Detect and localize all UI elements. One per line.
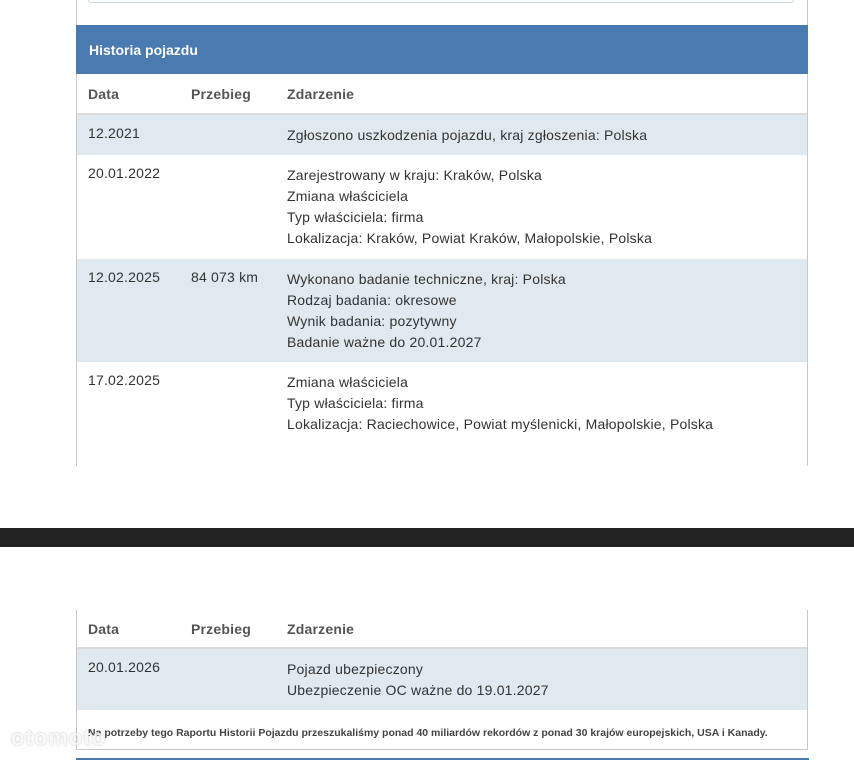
table-header-row <box>77 610 807 649</box>
event-line: Pojazd ubezpieczony <box>287 661 424 677</box>
row-events <box>287 372 713 435</box>
event-line: Zmiana właściciela <box>287 374 409 390</box>
event-line: Wykonano badanie techniczne, kraj: Polska <box>287 271 566 287</box>
event-line: Wynik badania: pozytywny <box>287 313 457 329</box>
row-date: 20.01.2026 <box>88 659 161 675</box>
event-line: Rodzaj badania: okresowe <box>287 292 457 308</box>
section-title: Historia pojazdu <box>89 42 198 58</box>
table-header-row <box>77 74 807 115</box>
row-date: 12.2021 <box>88 125 141 141</box>
table-row <box>77 259 807 362</box>
table-row <box>77 155 807 259</box>
row-events <box>287 125 647 146</box>
page-separator-band <box>0 528 854 547</box>
event-line: Typ właściciela: firma <box>287 209 424 225</box>
row-date: 17.02.2025 <box>88 372 161 388</box>
event-line: Ubezpieczenie OC ważne do 19.01.2027 <box>287 682 549 698</box>
event-line: Lokalizacja: Raciechowice, Powiat myślenicki, Małopolskie, Polska <box>287 416 714 432</box>
column-header-event: Zdarzenie <box>287 86 355 102</box>
event-line: Lokalizacja: Kraków, Powiat Kraków, Małopolskie, Polska <box>287 230 653 246</box>
column-header-date: Data <box>88 86 120 102</box>
table-row <box>77 362 807 466</box>
section-header <box>76 25 808 74</box>
column-header-date: Data <box>88 621 120 637</box>
otomoto-watermark-logo: otomoto <box>11 725 106 750</box>
row-mileage: 84 073 km <box>191 269 259 285</box>
event-line: Zgłoszono uszkodzenia pojazdu, kraj zgłoszenia: Polska <box>287 127 648 143</box>
row-events <box>287 269 566 353</box>
column-header-mileage: Przebieg <box>191 621 251 637</box>
report-footnote: Na potrzeby tego Raportu Historii Pojazdu przeszukaliśmy ponad 40 miliardów rekordów z ponad 30 krajów europejskich, USA i Kanady. <box>88 727 768 739</box>
table-row <box>77 115 807 155</box>
row-events <box>287 659 549 701</box>
row-date: 20.01.2022 <box>88 165 161 181</box>
event-line: Zmiana właściciela <box>287 188 409 204</box>
row-date: 12.02.2025 <box>88 269 161 285</box>
row-events <box>287 165 652 249</box>
event-line: Typ właściciela: firma <box>287 395 424 411</box>
column-header-mileage: Przebieg <box>191 86 251 102</box>
table-row <box>77 649 807 710</box>
event-line: Badanie ważne do 20.01.2027 <box>287 334 482 350</box>
event-line: Zarejestrowany w kraju: Kraków, Polska <box>287 167 543 183</box>
column-header-event: Zdarzenie <box>287 621 355 637</box>
